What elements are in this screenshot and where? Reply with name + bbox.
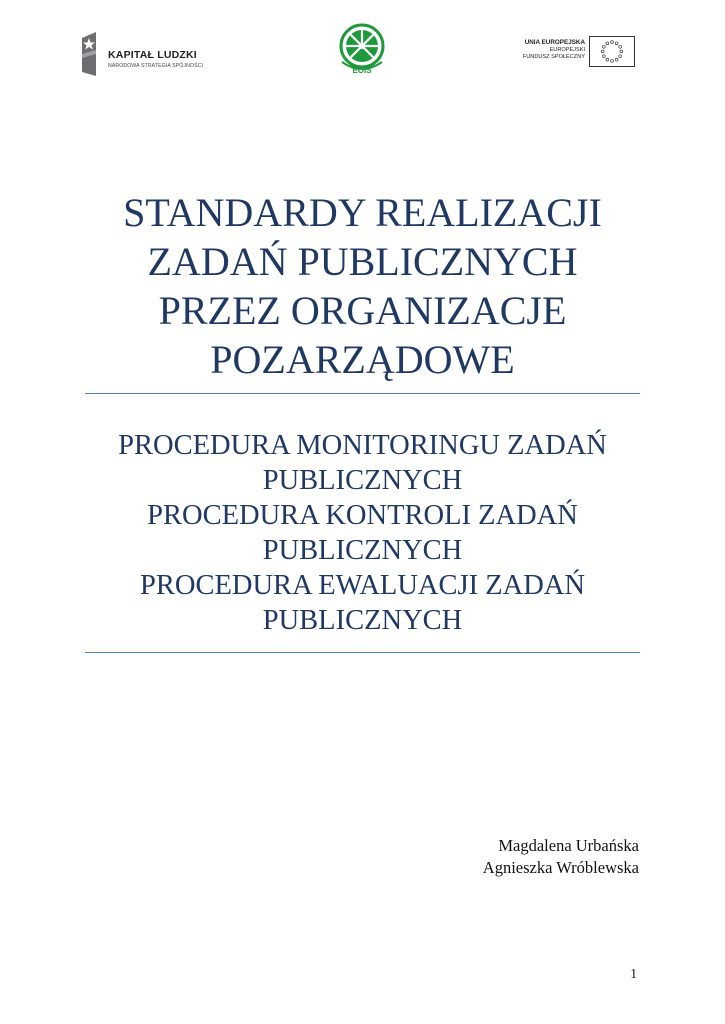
eu-line-1: UNIA EUROPEJSKA [524,39,585,46]
procedure-line: PUBLICZNYCH [262,605,463,636]
procedure-line: PROCEDURA MONITORINGU ZADAŃ [118,430,607,461]
authors [483,835,639,879]
eu-logo [515,36,635,68]
kapital-ludzki-star-icon [78,32,100,76]
eu-line-3: FUNDUSZ SPOŁECZNY [522,54,585,60]
eu-stars-flag-icon [589,36,635,67]
procedure-line: PROCEDURA EWALUACJI ZADAŃ [140,570,585,601]
eu-line-2: EUROPEJSKI [549,47,585,53]
title-line: STANDARDY REALIZACJI [123,190,602,235]
title-line: POZARZĄDOWE [210,337,515,382]
page-number: 1 [630,966,637,981]
title-divider [85,393,640,394]
eu-text [523,39,585,61]
procedure-line: PUBLICZNYCH [262,535,463,566]
title-line: PRZEZ ORGANIZACJE [158,288,567,333]
title-line: ZADAŃ PUBLICZNYCH [147,239,578,284]
author-name: Magdalena Urbańska [498,836,639,855]
procedures-subtitle [85,428,640,638]
eois-wheel-icon [332,22,392,78]
page-title [85,188,640,384]
procedure-line: PROCEDURA KONTROLI ZADAŃ [147,500,578,531]
kapital-ludzki-subtitle: NARODOWA STRATEGIA SPÓJNOŚCI [108,63,204,69]
kapital-ludzki-title: KAPITAŁ LUDZKI [108,49,197,61]
kapital-ludzki-logo [78,32,218,78]
header-logos [0,0,725,100]
procedure-line: PUBLICZNYCH [262,465,463,496]
author-name: Agnieszka Wróblewska [482,858,639,877]
eois-text: EOIS [352,66,372,75]
procedures-divider [85,652,640,653]
